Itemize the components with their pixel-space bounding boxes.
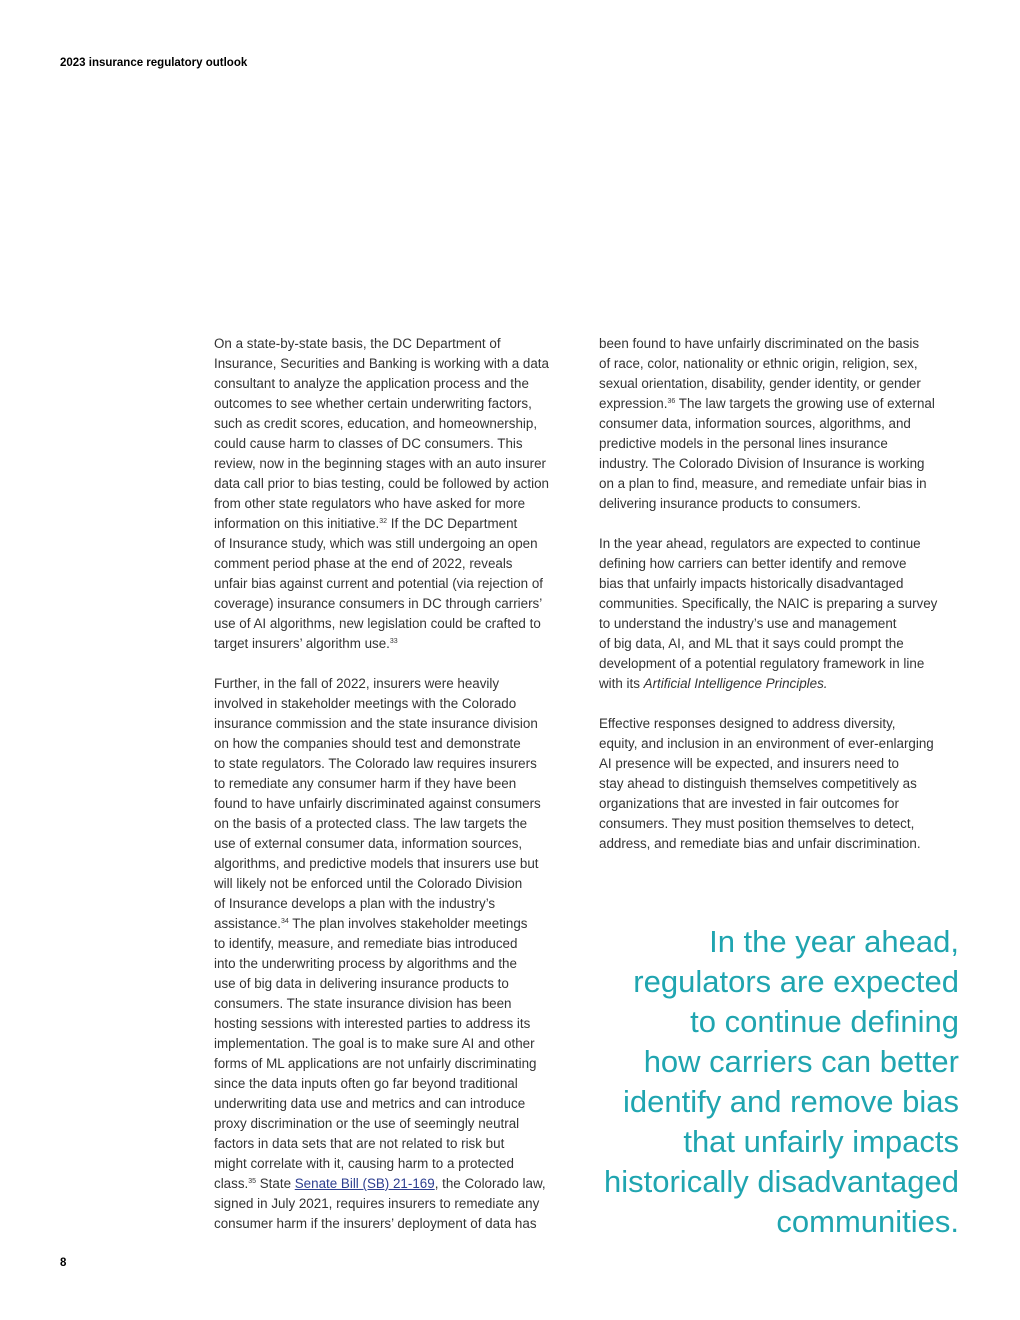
text-fragment: target insurers’ algorithm use. — [214, 636, 390, 651]
pull-quote-line: regulators are expected — [633, 964, 959, 999]
text-line: delivering insurance products to consumers. — [599, 496, 861, 511]
text-line: consumers. They must position themselves to detect, — [599, 816, 915, 831]
text-line: to understand the industry’s use and management — [599, 616, 897, 631]
text-line: stay ahead to distinguish themselves competitively as — [599, 776, 917, 791]
pull-quote-line: to continue defining — [690, 1004, 959, 1039]
text-line: use of external consumer data, information sources, — [214, 836, 523, 851]
text-line: address, and remediate bias and unfair discrimination. — [599, 836, 921, 851]
text-line: proxy discrimination or the use of seemingly neutral — [214, 1116, 520, 1131]
text-line: on the basis of a protected class. The law targets the — [214, 816, 528, 831]
left-text-column — [214, 334, 549, 1234]
text-line: predictive models in the personal lines insurance — [599, 436, 888, 451]
text-line: organizations that are invested in fair outcomes for — [599, 796, 899, 811]
text-line: hosting sessions with interested parties to address its — [214, 1016, 531, 1031]
text-line: development of a potential regulatory framework in line — [599, 656, 925, 671]
text-line: unfair bias against current and potential (via rejection of — [214, 576, 544, 591]
text-line: on how the companies should test and demonstrate — [214, 736, 521, 751]
text-line: such as credit scores, education, and homeownership, — [214, 416, 538, 431]
text-line: Effective responses designed to address diversity, — [599, 716, 896, 731]
text-line: to remediate any consumer harm if they have been — [214, 776, 517, 791]
footnote-marker: 32 — [379, 518, 388, 525]
text-line: defining how carriers can better identify and remove — [599, 556, 907, 571]
text-fragment: The law targets the growing use of external — [675, 396, 935, 411]
pull-quote-line: historically disadvantaged — [604, 1164, 959, 1199]
text-line — [599, 394, 937, 414]
text-line: could cause harm to classes of DC consumers. This — [214, 436, 523, 451]
paragraph-year-ahead — [599, 534, 937, 694]
text-line: review, now in the beginning stages with an auto insurer — [214, 456, 546, 471]
text-fragment: State — [256, 1176, 295, 1191]
text-line: equity, and inclusion in an environment of ever-enlarging — [599, 736, 934, 751]
pull-quote-line: identify and remove bias — [622, 1084, 959, 1119]
text-line: from other state regulators who have asked for more — [214, 496, 526, 511]
text-line: algorithms, and predictive models that insurers use but — [214, 856, 539, 871]
text-line: might correlate with it, causing harm to a protected — [214, 1156, 514, 1171]
footnote-marker: 36 — [667, 398, 676, 405]
text-line — [214, 514, 549, 534]
pull-quote-line: communities. — [776, 1204, 959, 1239]
paragraph-effective-responses — [599, 714, 937, 854]
text-fragment: The plan involves stakeholder meetings — [288, 916, 528, 931]
footnote-marker: 34 — [281, 918, 289, 925]
text-line: data call prior to bias testing, could be followed by action — [214, 476, 549, 491]
text-line: insurance commission and the state insurance division — [214, 716, 538, 731]
text-line: comment period phase at the end of 2022, reveals — [214, 556, 513, 571]
text-line: signed in July 2021, requires insurers to remediate any — [214, 1196, 540, 1211]
paragraph-discrimination — [599, 334, 937, 514]
text-line: to state regulators. The Colorado law requires insurers — [214, 756, 537, 771]
text-fragment: with its — [599, 676, 644, 691]
text-fragment: If the DC Department — [387, 516, 518, 531]
text-fragment: assistance. — [214, 916, 281, 931]
text-line: Insurance, Securities and Banking is working with a data — [214, 356, 549, 371]
text-line: AI presence will be expected, and insurers need to — [599, 756, 899, 771]
text-line: of Insurance study, which was still undergoing an open — [214, 536, 538, 551]
pull-quote-line: In the year ahead, — [709, 924, 959, 959]
text-line: consultant to analyze the application process and the — [214, 376, 529, 391]
text-line: been found to have unfairly discriminated on the basis — [599, 336, 920, 351]
text-line — [599, 674, 937, 694]
text-line: of big data, AI, and ML that it says could prompt the — [599, 636, 904, 651]
footnote-marker: 35 — [248, 1178, 257, 1185]
text-line: of race, color, nationality or ethnic origin, religion, sex, — [599, 356, 918, 371]
text-line: consumer data, information sources, algorithms, and — [599, 416, 911, 431]
text-fragment: information on this initiative. — [214, 516, 380, 531]
text-line — [214, 914, 549, 934]
text-line: underwriting data use and metrics and can introduce — [214, 1096, 526, 1111]
text-line: coverage) insurance consumers in DC through carriers’ — [214, 596, 543, 611]
text-line: into the underwriting process by algorithms and the — [214, 956, 517, 971]
text-line: consumers. The state insurance division has been — [214, 996, 512, 1011]
text-line: consumer harm if the insurers’ deployment of data has — [214, 1216, 537, 1231]
text-line: On a state-by-state basis, the DC Department of — [214, 336, 501, 351]
pull-quote-line: how carriers can better — [643, 1044, 959, 1079]
text-line: outcomes to see whether certain underwriting factors, — [214, 396, 532, 411]
text-line: communities. Specifically, the NAIC is preparing a survey — [599, 596, 938, 611]
right-text-column — [599, 334, 937, 854]
text-line: use of AI algorithms, new legislation could be crafted to — [214, 616, 541, 631]
text-line: sexual orientation, disability, gender identity, or gender — [599, 376, 921, 391]
text-fragment: , the Colorado law, — [434, 1176, 546, 1191]
text-line: In the year ahead, regulators are expected to continue — [599, 536, 921, 551]
text-line: of Insurance develops a plan with the industry’s — [214, 896, 496, 911]
text-line: use of big data in delivering insurance products to — [214, 976, 509, 991]
text-line: implementation. The goal is to make sure AI and other — [214, 1036, 535, 1051]
text-line: bias that unfairly impacts historically disadvantaged — [599, 576, 904, 591]
text-line: found to have unfairly discriminated against consumers — [214, 796, 541, 811]
senate-bill-link[interactable]: Senate Bill (SB) 21-169 — [294, 1176, 435, 1191]
text-fragment: expression. — [599, 396, 668, 411]
text-line: since the data inputs often go far beyond traditional — [214, 1076, 518, 1091]
text-line: Further, in the fall of 2022, insurers were heavily — [214, 676, 500, 691]
text-line — [214, 1174, 549, 1194]
text-line: factors in data sets that are not related to risk but — [214, 1136, 505, 1151]
text-line: forms of ML applications are not unfairly discriminating — [214, 1056, 537, 1071]
text-line: industry. The Colorado Division of Insurance is working — [599, 456, 925, 471]
footnote-marker: 33 — [389, 638, 398, 645]
page-number: 8 — [60, 1257, 67, 1269]
text-line: involved in stakeholder meetings with the Colorado — [214, 696, 517, 711]
paragraph-dc-department — [214, 334, 549, 654]
principles-title: Artificial Intelligence Principles. — [643, 676, 828, 691]
pull-quote — [604, 922, 959, 1242]
text-line: will likely not be enforced until the Colorado Division — [214, 876, 523, 891]
running-header: 2023 insurance regulatory outlook — [60, 57, 248, 69]
text-line — [214, 634, 549, 654]
text-line: on a plan to find, measure, and remediate unfair bias in — [599, 476, 927, 491]
paragraph-colorado — [214, 674, 549, 1234]
text-line: to identify, measure, and remediate bias introduced — [214, 936, 518, 951]
pull-quote-line: that unfairly impacts — [683, 1124, 959, 1159]
text-fragment: class. — [214, 1176, 249, 1191]
